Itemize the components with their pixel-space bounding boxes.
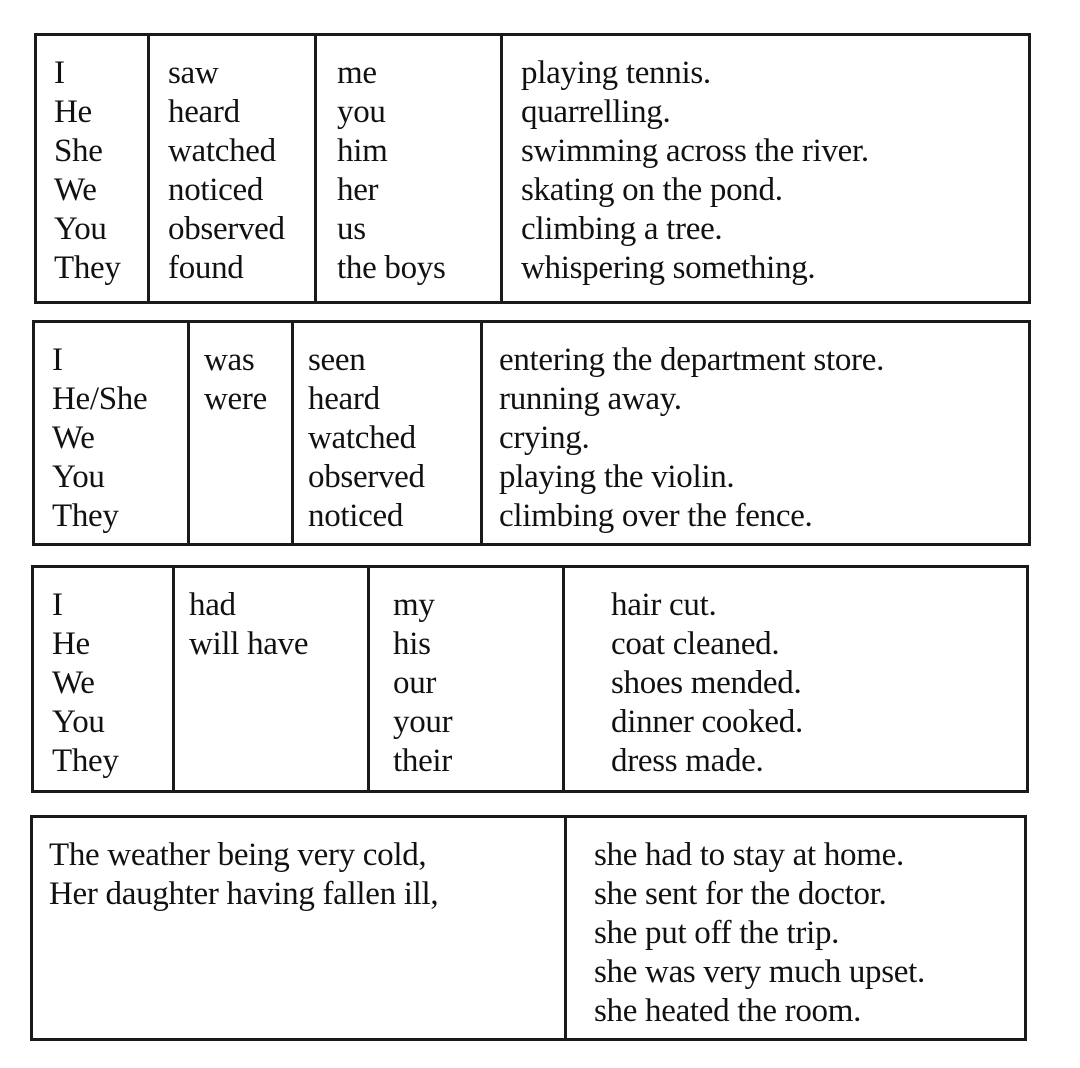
object-phrase: dinner cooked.	[611, 704, 803, 740]
result-clause: she had to stay at home.	[594, 837, 904, 873]
participle-clause: The weather being very cold,	[49, 837, 427, 873]
object-word: you	[337, 94, 386, 130]
subject-word: He	[52, 626, 90, 662]
participle-word: observed	[308, 459, 425, 495]
substitution-table-4	[30, 815, 1027, 1041]
object-word: the boys	[337, 250, 446, 286]
action-phrase: playing the violin.	[499, 459, 735, 495]
action-phrase: climbing a tree.	[521, 211, 723, 247]
subject-word: I	[52, 587, 63, 623]
possessive-word: their	[393, 743, 452, 779]
verb-column	[175, 568, 370, 790]
possessive-word: our	[393, 665, 437, 701]
verb-word: saw	[168, 55, 219, 91]
subject-word: He	[54, 94, 92, 130]
action-phrase: playing tennis.	[521, 55, 711, 91]
participle-word: seen	[308, 342, 366, 378]
action-phrase: running away.	[499, 381, 682, 417]
object-phrase: coat cleaned.	[611, 626, 780, 662]
object-word: me	[337, 55, 377, 91]
auxiliary-word: was	[204, 342, 255, 378]
possessive-column	[370, 568, 565, 790]
verb-word: found	[168, 250, 244, 286]
result-column	[567, 818, 1024, 1038]
verb-word: had	[189, 587, 236, 623]
object-word: her	[337, 172, 379, 208]
object-phrase: shoes mended.	[611, 665, 802, 701]
action-phrase: whispering something.	[521, 250, 816, 286]
result-clause: she sent for the doctor.	[594, 876, 887, 912]
subject-column	[35, 323, 190, 543]
subject-word: You	[54, 211, 107, 247]
subject-word: You	[52, 704, 105, 740]
participle-word: noticed	[308, 498, 404, 534]
object-phrase: dress made.	[611, 743, 764, 779]
action-column	[483, 323, 1028, 543]
participle-column	[294, 323, 483, 543]
verb-word: noticed	[168, 172, 264, 208]
subject-word: We	[52, 665, 95, 701]
object-word: us	[337, 211, 366, 247]
action-phrase: swimming across the river.	[521, 133, 869, 169]
auxiliary-column	[190, 323, 294, 543]
result-clause: she was very much upset.	[594, 954, 925, 990]
substitution-table-3	[31, 565, 1029, 793]
subject-word: We	[52, 420, 95, 456]
result-clause: she put off the trip.	[594, 915, 840, 951]
possessive-word: your	[393, 704, 453, 740]
object-column	[565, 568, 1026, 790]
subject-column	[37, 36, 150, 301]
possessive-word: my	[393, 587, 435, 623]
verb-word: watched	[168, 133, 276, 169]
action-phrase: entering the department store.	[499, 342, 885, 378]
verb-column	[150, 36, 317, 301]
action-phrase: climbing over the fence.	[499, 498, 813, 534]
subject-word: They	[54, 250, 121, 286]
participle-clause: Her daughter having fallen ill,	[49, 876, 439, 912]
action-phrase: skating on the pond.	[521, 172, 783, 208]
result-clause: she heated the room.	[594, 993, 862, 1029]
participle-word: watched	[308, 420, 416, 456]
possessive-word: his	[393, 626, 431, 662]
subject-word: I	[54, 55, 65, 91]
subject-word: You	[52, 459, 105, 495]
subject-word: They	[52, 498, 119, 534]
subject-word: She	[54, 133, 103, 169]
verb-word: heard	[168, 94, 240, 130]
object-phrase: hair cut.	[611, 587, 717, 623]
subject-column	[34, 568, 175, 790]
action-phrase: crying.	[499, 420, 590, 456]
verb-word: will have	[189, 626, 309, 662]
subject-word: I	[52, 342, 63, 378]
subject-word: They	[52, 743, 119, 779]
auxiliary-word: were	[204, 381, 267, 417]
object-word: him	[337, 133, 388, 169]
subject-word: We	[54, 172, 97, 208]
substitution-table-2	[32, 320, 1031, 546]
substitution-table-1	[34, 33, 1031, 304]
object-column	[317, 36, 503, 301]
action-phrase: quarrelling.	[521, 94, 671, 130]
participle-word: heard	[308, 381, 380, 417]
participle-clause-column	[33, 818, 567, 1038]
action-column	[503, 36, 1028, 301]
verb-word: observed	[168, 211, 285, 247]
subject-word: He/She	[52, 381, 148, 417]
